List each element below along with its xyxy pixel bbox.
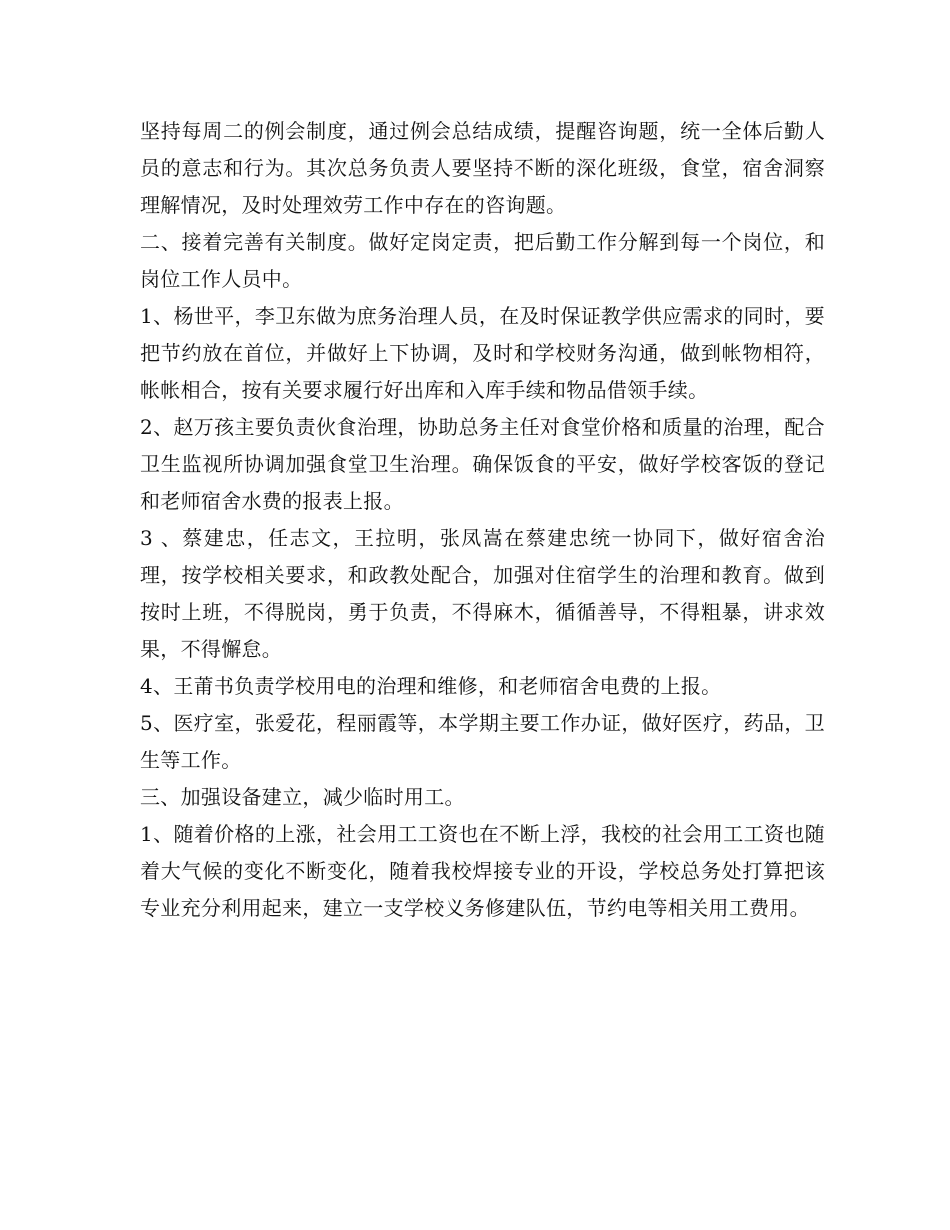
paragraph: 坚持每周二的例会制度，通过例会总结成绩，提醒咨询题，统一全体后勤人员的意志和行为。其次总务负责人要坚持不断的深化班级，食堂，宿舍洞察理解情况，及时处理效劳工作中存在的咨询题。 [140,119,825,217]
list-item: 1、随着价格的上涨，社会用工工资也在不断上浮，我校的社会用工工资也随着大气候的变化不断变化，随着我校焊接专业的开设，学校总务处打算把该专业充分利用起来，建立一支学校义务修建队伍，节约电等相关用工费用。 [140,822,825,920]
list-item: 4、王莆书负责学校用电的治理和维修，和老师宿舍电费的上报。 [140,674,722,698]
list-item: 5、医疗室，张爱花，程丽霞等，本学期主要工作办证，做好医疗，药品，卫生等工作。 [140,711,825,772]
section-heading: 二、接着完善有关制度。做好定岗定责，把后勤工作分解到每一个岗位，和岗位工作人员中。 [140,230,825,291]
list-item: 1、杨世平，李卫东做为庶务治理人员，在及时保证教学供应需求的同时，要把节约放在首位，并做好上下协调，及时和学校财务沟通，做到帐物相符，帐帐相合，按有关要求履行好出库和入库手续和物品借领手续。 [140,304,825,402]
section-heading: 三、加强设备建立，减少临时用工。 [140,785,465,809]
list-item: 2、赵万孩主要负责伙食治理，协助总务主任对食堂价格和质量的治理，配合卫生监视所协调加强食堂卫生治理。确保饭食的平安，做好学校客饭的登记和老师宿舍水费的报表上报。 [140,415,825,513]
list-item: 3 、蔡建忠，任志文，王拉明，张凤嵩在蔡建忠统一协同下，做好宿舍治理，按学校相关要求，和政教处配合，加强对住宿学生的治理和教育。做到按时上班，不得脱岗，勇于负责，不得麻木，循循善导，不得粗暴，讲求效果，不得懈怠。 [140,526,825,661]
document-body [140,113,825,927]
